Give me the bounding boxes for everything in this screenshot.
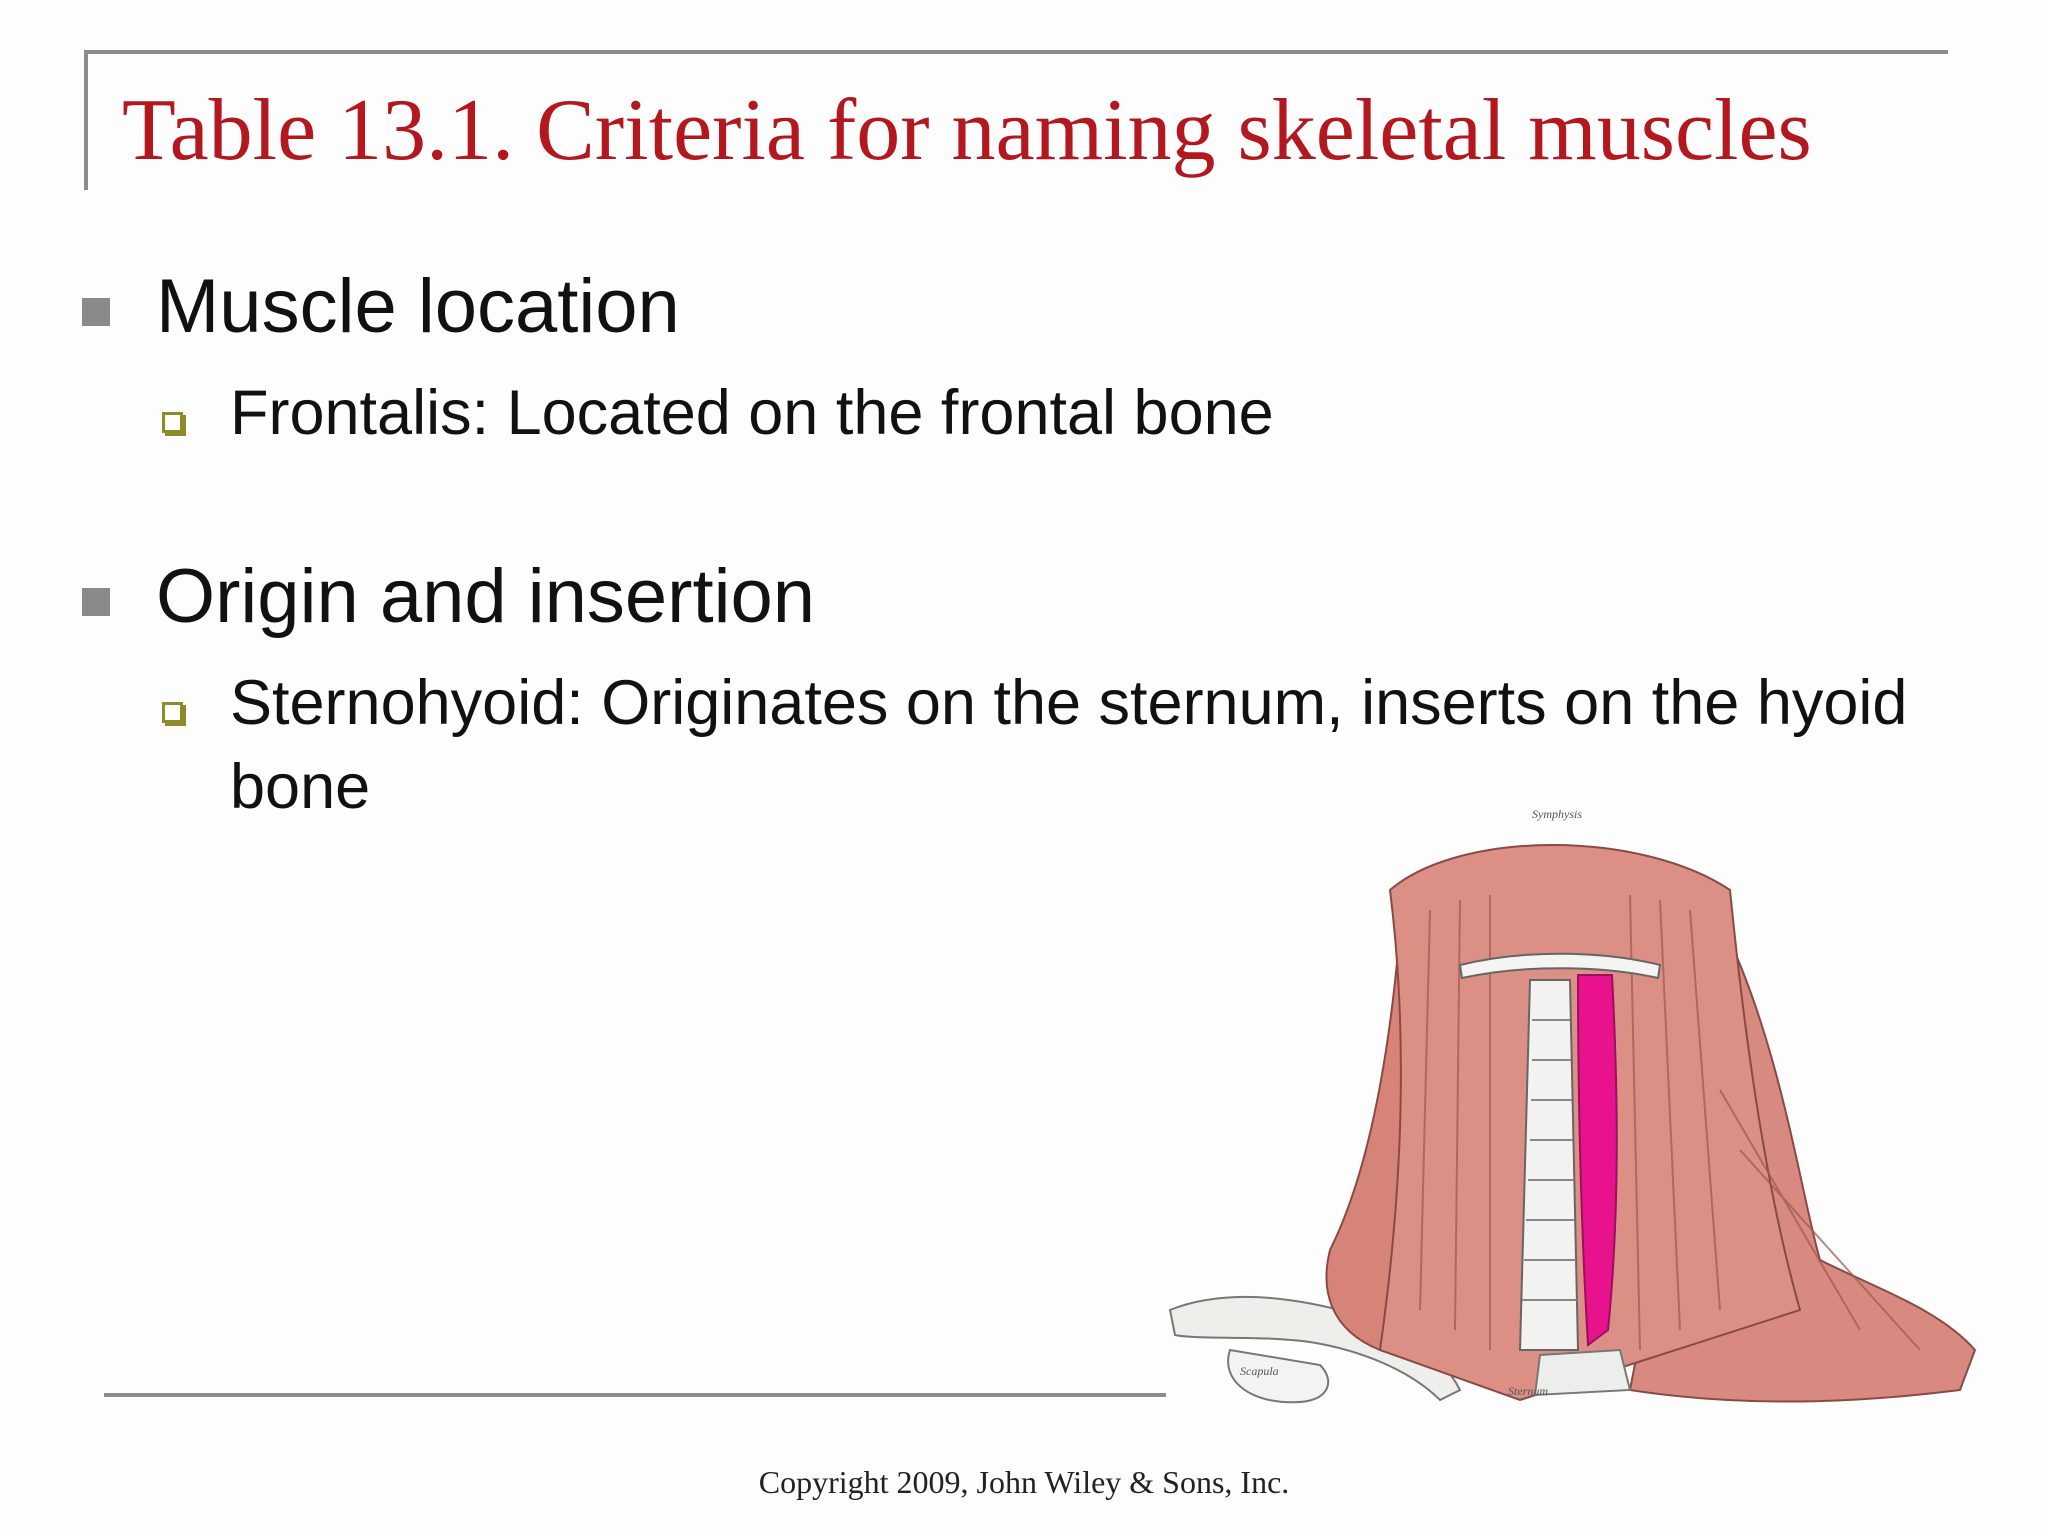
bullet-origin-insertion: Origin and insertion bbox=[156, 554, 816, 639]
bullet-square-icon bbox=[82, 588, 110, 616]
title-frame-left-rule bbox=[84, 50, 88, 190]
title-frame-top-rule bbox=[84, 50, 1948, 54]
sub-bullet-frontalis: Frontalis: Located on the frontal bone bbox=[230, 378, 1274, 448]
slide-title: Table 13.1. Criteria for naming skeletal muscles bbox=[122, 82, 1812, 179]
label-sternum: Sternum bbox=[1508, 1384, 1548, 1398]
bullet-square-icon bbox=[82, 298, 110, 326]
neck-muscles-illustration bbox=[1160, 790, 1980, 1420]
sub-bullet-box-icon bbox=[162, 412, 183, 433]
sternum bbox=[1535, 1350, 1630, 1395]
label-symphysis: Symphysis bbox=[1532, 807, 1582, 821]
bullet-muscle-location: Muscle location bbox=[156, 264, 680, 349]
label-scapula: Scapula bbox=[1240, 1364, 1279, 1378]
copyright-footer: Copyright 2009, John Wiley & Sons, Inc. bbox=[758, 1464, 1290, 1500]
bottom-rule bbox=[104, 1393, 1166, 1397]
sub-bullet-sternohyoid: Sternohyoid: Originates on the sternum, inserts on the hyoid bone bbox=[230, 668, 1908, 822]
sub-bullet-box-icon bbox=[162, 702, 183, 723]
trachea bbox=[1520, 980, 1578, 1350]
